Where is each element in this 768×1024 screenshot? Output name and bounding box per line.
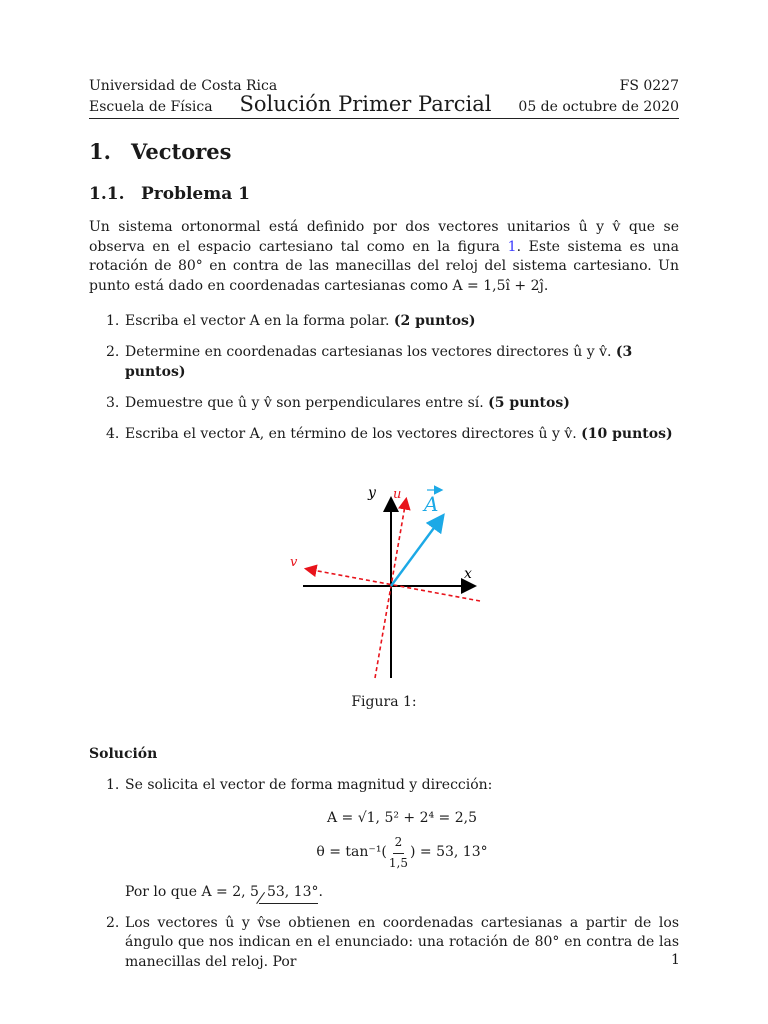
label-x: x xyxy=(464,565,472,582)
question-points: (2 puntos) xyxy=(393,313,476,329)
intro-text-1: Un sistema ortonormal está definido por dos vectores unitarios û y v̂ que se observa en el espacio cartesiano tal como en la figura xyxy=(89,219,679,255)
fraction-denominator: 1,5 xyxy=(388,855,408,870)
question-text: Demuestre que û y v̂ son perpendiculares entre sí. xyxy=(125,394,484,411)
question-points: (5 puntos) xyxy=(488,394,570,411)
section-title: Vectores xyxy=(131,139,232,164)
school-name: Escuela de Física xyxy=(89,99,213,115)
solution-item1-intro: Se solicita el vector de forma magnitud y dirección: xyxy=(125,776,493,793)
eq2-left: θ = tan⁻¹( xyxy=(316,844,387,861)
question-points: (10 puntos) xyxy=(581,425,673,442)
course-code: FS 0227 xyxy=(619,78,679,94)
conclusion-text: Por lo que A = 2, 5 xyxy=(125,884,259,900)
question-number: 2. xyxy=(106,344,120,360)
label-v: v xyxy=(290,554,298,570)
eq2-right: ) = 53, 13° xyxy=(409,844,488,861)
angle-notation: 53, 13° xyxy=(259,883,319,904)
equation-block xyxy=(125,805,679,873)
question-number: 4. xyxy=(106,425,120,442)
question-item xyxy=(89,394,679,414)
subsection-title: Problema 1 xyxy=(141,184,250,204)
question-item xyxy=(89,425,679,445)
label-y: y xyxy=(368,484,376,501)
equation-magnitude: A = √1, 5² + 2⁴ = 2,5 xyxy=(326,810,478,827)
question-item xyxy=(89,343,679,382)
equation-angle xyxy=(125,833,679,873)
figure-1 xyxy=(89,456,679,686)
subsection-heading xyxy=(89,184,679,204)
intro-text-2: . Este sistema es una rotación de 80° en contra de las manecillas del reloj del sistema cartesiano. Un punto está dado en coordenadas cartesianas como xyxy=(89,238,679,294)
page-number: 1 xyxy=(671,952,680,968)
vector-diagram xyxy=(89,456,679,686)
fraction-numerator: 2 xyxy=(393,833,405,854)
university-name: Universidad de Costa Rica xyxy=(89,78,278,94)
solution-number: 2. xyxy=(106,914,120,931)
conclusion-period: . xyxy=(318,884,323,900)
question-number: 3. xyxy=(106,394,120,411)
document-date: 05 de octubre de 2020 xyxy=(518,99,679,115)
section-heading xyxy=(89,139,679,164)
question-text: Escriba el vector A en la forma polar. xyxy=(125,313,390,329)
solution-conclusion xyxy=(125,883,679,904)
section-number: 1. xyxy=(89,139,111,164)
question-points: (3 puntos) xyxy=(125,344,633,380)
question-item xyxy=(89,312,679,332)
solution-list xyxy=(89,776,679,973)
question-list xyxy=(89,312,679,444)
document-title: Solución Primer Parcial xyxy=(239,92,492,116)
label-u: u xyxy=(393,486,402,502)
page xyxy=(89,78,679,982)
solution-item-1 xyxy=(89,776,679,904)
subsection-number: 1.1. xyxy=(89,184,125,204)
figure-caption: Figura 1: xyxy=(351,693,417,710)
label-a: A xyxy=(424,491,439,516)
header-rule xyxy=(89,118,679,119)
solution-title: Solución xyxy=(89,745,158,762)
question-number: 1. xyxy=(106,313,120,329)
intro-paragraph xyxy=(89,218,679,296)
figure-link[interactable]: 1 xyxy=(507,238,517,255)
header-row-2 xyxy=(89,92,679,116)
question-text: Escriba el vector A, en término de los vectores directores û y v̂. xyxy=(125,425,577,442)
solution-number: 1. xyxy=(106,776,120,793)
solution-item-2 xyxy=(89,914,679,973)
a-vector xyxy=(391,517,442,586)
intro-vector: A = 1,5î + 2ĵ. xyxy=(452,277,549,294)
solution-item2-text: Los vectores û y v̂se obtienen en coordenadas cartesianas a partir de los ángulo que nos indican en el enunciado: una rotación de 80° en contra de las manecillas del reloj. Por xyxy=(125,914,679,970)
question-text: Determine en coordenadas cartesianas los vectores directores û y v̂. xyxy=(125,344,612,360)
fraction xyxy=(389,833,408,873)
